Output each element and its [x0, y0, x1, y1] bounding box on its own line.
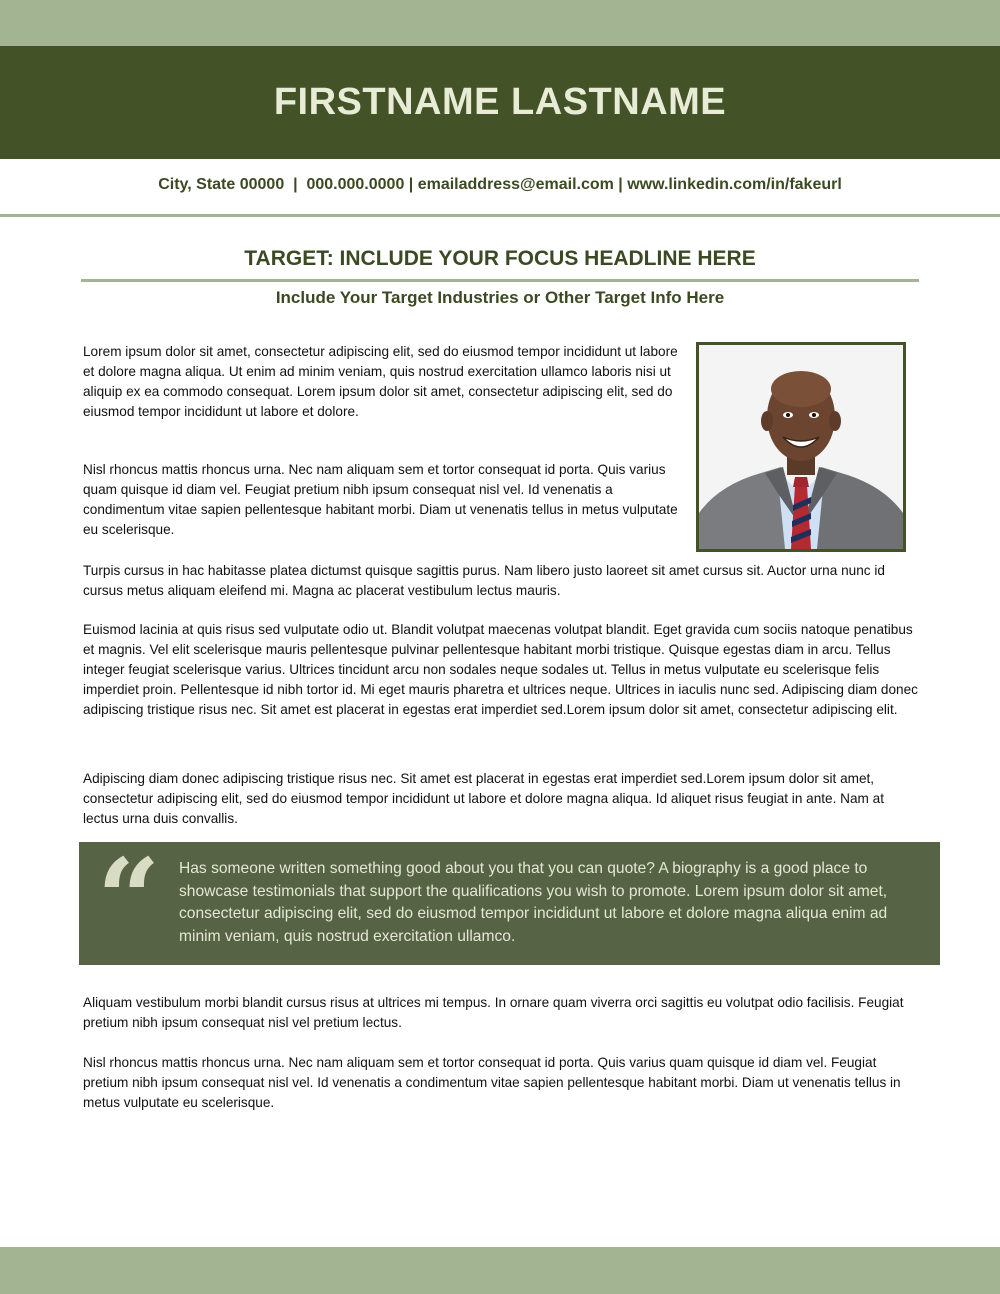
target-headline: TARGET: INCLUDE YOUR FOCUS HEADLINE HERE	[244, 247, 756, 270]
contact-divider	[0, 214, 1000, 217]
body-paragraph-6: Aliquam vestibulum morbi blandit cursus risus at ultrices mi tempus. In ornare quam viverra orci sagittis eu volutpat odio facilisis. Feugiat pretium nibh ipsum consequat nisl vel pretium lectus.	[83, 995, 904, 1030]
profile-photo	[696, 342, 906, 552]
portrait-illustration	[699, 345, 903, 549]
body-paragraph-4: Euismod lacinia at quis risus sed vulputate odio ut. Blandit volutpat maecenas volutpat blandit. Eget gravida cum sociis natoque penatibus et magnis. Vel elit scelerisque mauris pellentesque pulvinar pellentesque habitant morbi tristique. Quisque egestas diam in arcu. Tellus integer feugiat scelerisque varius. Ultrices tincidunt arcu non sodales neque sodales ut. Tellus in metus vulputate eu scelerisque felis imperdiet proin. Pellentesque id nibh tortor id. Mi eget mauris pharetra et ultrices neque. Ultrices in iaculis nunc sed. Adipiscing diam donec adipiscing tristique risus nec. Sit amet est placerat in egestas erat imperdiet sed.Lorem ipsum dolor sit amet, consectetur adipiscing elit.	[83, 622, 918, 717]
headline-divider	[81, 279, 919, 282]
top-decorative-band	[0, 0, 1000, 46]
candidate-name: FIRSTNAME LASTNAME	[273, 81, 727, 123]
testimonial-box	[79, 834, 940, 965]
body-paragraph-2: Nisl rhoncus mattis rhoncus urna. Nec nam aliquam sem et tortor consequat id porta. Quis varius quam quisque id diam vel. Feugiat pretium nibh ipsum consequat nisl vel. Id venenatis a condimentum vitae sapien pellentesque habitant morbi. Diam ut venenatis tellus in metus vulputate eu scelerisque.	[83, 462, 678, 537]
body-paragraph-1: Lorem ipsum dolor sit amet, consectetur adipiscing elit, sed do eiusmod tempor incididunt ut labore et dolore magna aliqua. Ut enim ad minim veniam, quis nostrud exercitation ullamco laboris nisi ut aliquip ex ea commodo consequat. Lorem ipsum dolor sit amet, consectetur adipiscing elit, sed do eiusmod tempor incididunt ut labore et dolore.	[83, 344, 678, 419]
testimonial-text: Has someone written something good about you that you can quote? A biography is a good place to showcase testimonials that support the qualifications you wish to promote. Lorem ipsum dolor sit amet, consectetur adipiscing elit, sed do eiusmod tempor incididunt ut labore et dolore magna aliqua enim ad minim veniam, quis nostrud exercitation ullamco.	[179, 860, 888, 945]
target-subheadline: Include Your Target Industries or Other Target Info Here	[275, 288, 725, 307]
contact-info: City, State 00000 | 000.000.0000 | emailaddress@email.com | www.linkedin.com/in/fakeurl	[158, 176, 842, 193]
body-paragraph-3: Turpis cursus in hac habitasse platea dictumst quisque sagittis purus. Nam libero justo laoreet sit amet cursus sit. Auctor urna nunc id cursus metus aliquam eleifend mi. Magna ac placerat vestibulum lectus mauris.	[83, 563, 885, 598]
name-banner	[0, 46, 1000, 159]
quote-mark-icon: “	[97, 834, 161, 963]
body-paragraph-7: Nisl rhoncus mattis rhoncus urna. Nec nam aliquam sem et tortor consequat id porta. Quis varius quam quisque id diam vel. Feugiat pretium nibh ipsum consequat nisl vel. Id venenatis a condimentum vitae sapien pellentesque habitant morbi. Diam ut venenatis tellus in metus vulputate eu scelerisque.	[83, 1055, 901, 1110]
bottom-decorative-band	[0, 1247, 1000, 1294]
body-paragraph-5: Adipiscing diam donec adipiscing tristique risus nec. Sit amet est placerat in egestas erat imperdiet sed.Lorem ipsum dolor sit amet, consectetur adipiscing elit, sed do eiusmod tempor incididunt ut labore et dolore magna aliqua. Id aliquet risus feugiat in ante. Nam at lectus urna duis convallis.	[83, 771, 884, 826]
